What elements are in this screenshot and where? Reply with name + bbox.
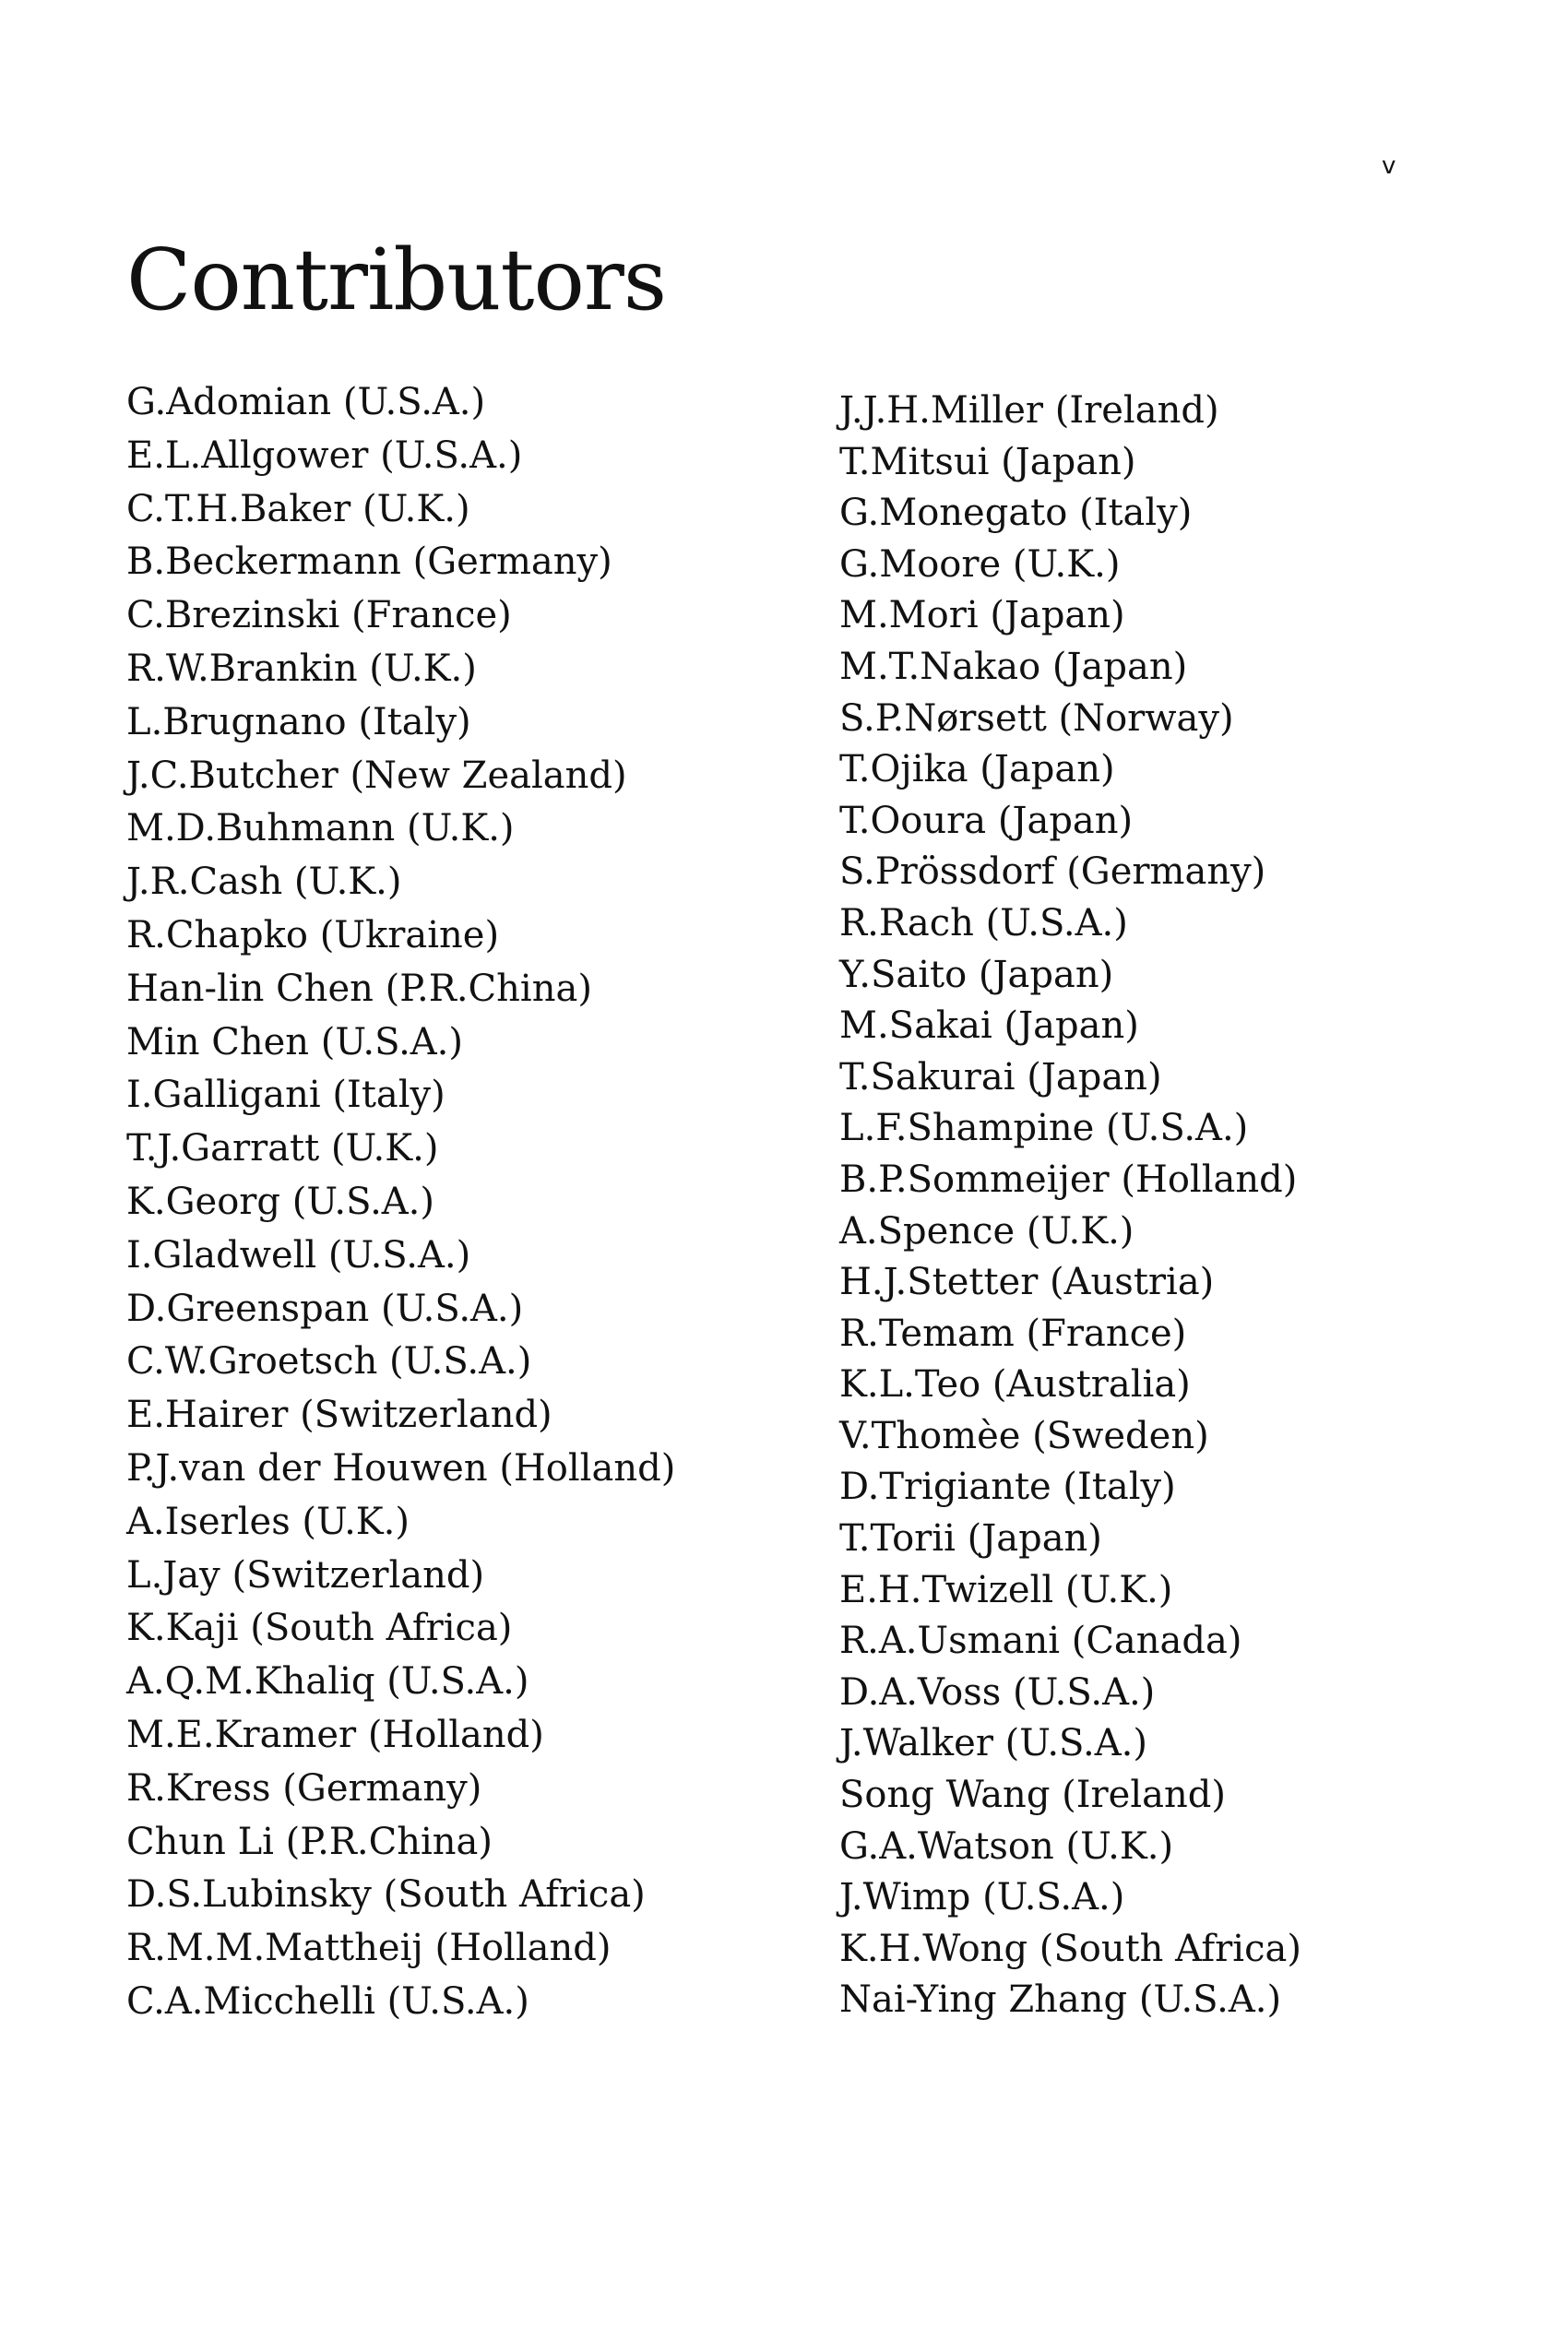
contributor-entry: R.M.M.Mattheij (Holland) — [126, 1927, 612, 1970]
contributor-entry: A.Q.M.Khaliq (U.S.A.) — [126, 1660, 529, 1704]
contributors-list-left — [126, 376, 675, 2029]
contributor-entry: V.Thomèe (Sweden) — [839, 1414, 1209, 1457]
contributor-entry: G.A.Watson (U.K.) — [839, 1824, 1174, 1868]
contributor-entry: I.Gladwell (U.S.A.) — [126, 1233, 471, 1277]
contributor-entry: M.E.Kramer (Holland) — [126, 1713, 544, 1756]
contributor-entry: D.Trigiante (Italy) — [839, 1466, 1176, 1509]
contributor-entry: R.Temam (France) — [839, 1312, 1187, 1355]
contributor-entry: S.Prössdorf (Germany) — [839, 850, 1266, 894]
contributor-entry: K.Kaji (South Africa) — [126, 1607, 513, 1650]
contributor-entry: C.A.Micchelli (U.S.A.) — [126, 1979, 529, 2023]
contributor-entry: C.T.H.Baker (U.K.) — [126, 487, 470, 530]
contributor-entry: M.Sakai (Japan) — [839, 1004, 1139, 1048]
contributor-entry: L.F.Shampine (U.S.A.) — [839, 1107, 1249, 1150]
contributor-entry: P.J.van der Houwen (Holland) — [126, 1446, 676, 1490]
contributor-entry: L.Jay (Switzerland) — [126, 1553, 485, 1597]
page-title: Contributors — [126, 231, 667, 329]
contributor-entry: R.A.Usmani (Canada) — [839, 1620, 1242, 1663]
contributor-entry: M.Mori (Japan) — [839, 594, 1125, 637]
contributor-entry: J.Wimp (U.S.A.) — [839, 1876, 1125, 1919]
contributor-entry: T.Torii (Japan) — [839, 1517, 1102, 1561]
contributor-entry: Han-lin Chen (P.R.China) — [126, 967, 592, 1010]
contributor-entry: T.Sakurai (Japan) — [839, 1055, 1162, 1099]
contributor-entry: B.Beckermann (Germany) — [126, 540, 612, 584]
contributor-entry: K.Georg (U.S.A.) — [126, 1180, 435, 1223]
page-number: v — [1382, 152, 1396, 180]
contributor-entry: J.R.Cash (U.K.) — [126, 861, 402, 904]
contributor-entry: T.Mitsui (Japan) — [839, 440, 1136, 483]
contributor-entry: S.P.Nørsett (Norway) — [839, 696, 1234, 740]
contributor-entry: E.L.Allgower (U.S.A.) — [126, 434, 523, 477]
contributor-entry: D.S.Lubinsky (South Africa) — [126, 1873, 646, 1917]
contributor-entry: R.Kress (Germany) — [126, 1766, 482, 1810]
contributor-entry: Nai-Ying Zhang (U.S.A.) — [839, 1978, 1282, 2022]
contributor-entry: Chun Li (P.R.China) — [126, 1820, 493, 1863]
contributor-entry: C.Brezinski (France) — [126, 594, 512, 637]
contributor-entry: M.T.Nakao (Japan) — [839, 645, 1188, 688]
contributor-entry: R.Chapko (Ukraine) — [126, 913, 500, 956]
contributor-entry: T.Ooura (Japan) — [839, 799, 1134, 842]
contributor-entry: C.W.Groetsch (U.S.A.) — [126, 1340, 532, 1384]
contributor-entry: J.J.H.Miller (Ireland) — [839, 389, 1219, 432]
contributor-entry: G.Adomian (U.S.A.) — [126, 381, 486, 423]
contributor-entry: B.P.Sommeijer (Holland) — [839, 1158, 1298, 1201]
contributor-entry: G.Monegato (Italy) — [839, 492, 1193, 535]
contributor-entry: A.Spence (U.K.) — [839, 1209, 1134, 1253]
contributor-entry: K.H.Wong (South Africa) — [839, 1927, 1301, 1970]
contributor-entry: D.A.Voss (U.S.A.) — [839, 1670, 1156, 1714]
contributor-entry: T.Ojika (Japan) — [839, 748, 1115, 791]
contributor-entry: Min Chen (U.S.A.) — [126, 1020, 463, 1063]
contributor-entry: E.H.Twizell (U.K.) — [839, 1568, 1173, 1611]
contributor-entry: G.Moore (U.K.) — [839, 542, 1121, 586]
contributor-entry: J.C.Butcher (New Zealand) — [126, 754, 627, 797]
contributor-entry: I.Galligani (Italy) — [126, 1074, 445, 1117]
contributor-entry: R.W.Brankin (U.K.) — [126, 647, 477, 690]
contributor-entry: Y.Saito (Japan) — [839, 953, 1114, 996]
contributor-entry: T.J.Garratt (U.K.) — [126, 1127, 439, 1170]
contributor-entry: H.J.Stetter (Austria) — [839, 1261, 1215, 1304]
contributor-entry: A.Iserles (U.K.) — [126, 1500, 410, 1543]
contributor-entry: R.Rach (U.S.A.) — [839, 901, 1128, 944]
contributor-entry: E.Hairer (Switzerland) — [126, 1394, 552, 1437]
contributor-entry: Song Wang (Ireland) — [839, 1774, 1226, 1817]
contributor-entry: L.Brugnano (Italy) — [126, 700, 471, 743]
contributors-list-right — [839, 386, 1301, 2026]
contributor-entry: M.D.Buhmann (U.K.) — [126, 807, 515, 850]
contributor-entry: D.Greenspan (U.S.A.) — [126, 1287, 524, 1330]
contributor-entry: J.Walker (U.S.A.) — [839, 1722, 1147, 1765]
contributor-entry: K.L.Teo (Australia) — [839, 1363, 1191, 1407]
